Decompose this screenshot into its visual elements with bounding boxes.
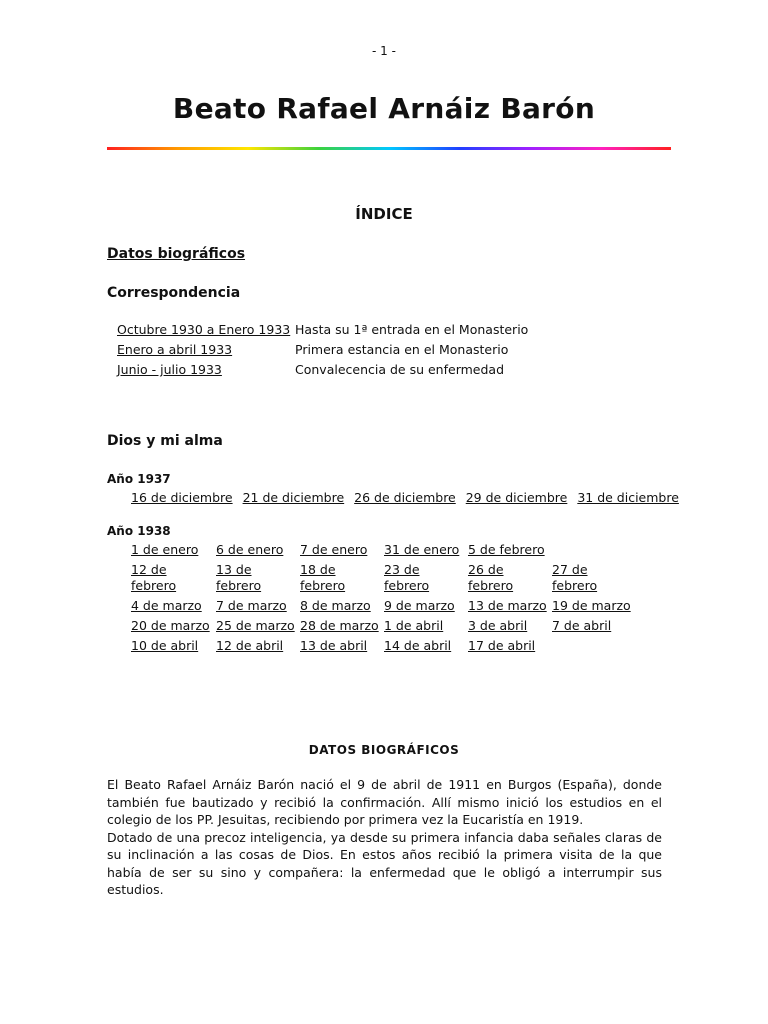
correspondence-row [117, 322, 528, 337]
date-link[interactable]: 13 de febrero [216, 562, 262, 593]
section-heading-correspondencia: Correspondencia [107, 285, 241, 301]
page-title: Beato Rafael Arnáiz Barón [172, 92, 596, 125]
date-link[interactable]: 4 de marzo [131, 598, 202, 613]
date-link[interactable]: 20 de marzo [131, 618, 210, 633]
date-link[interactable]: 27 de febrero [552, 562, 598, 593]
correspondence-link[interactable]: Junio - julio 1933 [117, 362, 222, 377]
index-heading: ÍNDICE [355, 205, 413, 223]
section-heading-dios-y-mi-alma: Dios y mi alma [107, 433, 223, 449]
correspondence-desc: Hasta su 1ª entrada en el Monasterio [295, 322, 529, 337]
correspondence-link-wrap [117, 362, 295, 377]
date-link[interactable]: 17 de abril [468, 638, 536, 653]
date-link[interactable]: 7 de enero [300, 542, 368, 557]
date-link[interactable]: 28 de marzo [300, 618, 379, 633]
correspondence-link-wrap [117, 342, 295, 357]
rainbow-divider [107, 147, 671, 150]
dates-1937 [131, 490, 685, 505]
biography-paragraph: Dotado de una precoz inteligencia, ya desde su primera infancia daba señales claras de su inclinación a las cosas de Dios. En estos años recibió la primera visita de la que había de ser su sino y compañera: la enfermedad que le obligó a interrumpir sus estudios. [107, 829, 662, 897]
date-link[interactable]: 25 de marzo [216, 618, 295, 633]
date-link[interactable]: 3 de abril [468, 618, 528, 633]
correspondence-link[interactable]: Enero a abril 1933 [117, 342, 233, 357]
date-link[interactable]: 7 de abril [552, 618, 612, 633]
correspondence-row [117, 362, 504, 377]
date-link[interactable]: 6 de enero [216, 542, 284, 557]
date-link[interactable]: 26 de diciembre [354, 490, 456, 505]
biography-paragraph: El Beato Rafael Arnáiz Barón nació el 9 de abril de 1911 en Burgos (España), donde también fue bautizado y recibió la confirmación. Allí mismo inició los estudios en el colegio de los PP. Jesuitas, recibiendo por primera vez la Eucaristía en 1919. [107, 777, 662, 827]
date-link[interactable]: 12 de febrero [131, 562, 177, 593]
correspondence-desc: Primera estancia en el Monasterio [295, 342, 509, 357]
date-link[interactable]: 31 de enero [384, 542, 460, 557]
biography-text [107, 776, 662, 899]
year-label-1937: Año 1937 [107, 472, 171, 486]
date-link[interactable]: 14 de abril [384, 638, 452, 653]
date-link[interactable]: 10 de abril [131, 638, 199, 653]
date-link[interactable]: 18 de febrero [300, 562, 346, 593]
date-link[interactable]: 7 de marzo [216, 598, 287, 613]
date-link[interactable]: 12 de abril [216, 638, 284, 653]
date-link[interactable]: 19 de marzo [552, 598, 631, 613]
date-link[interactable]: 23 de febrero [384, 562, 430, 593]
dates-1938-table [131, 540, 636, 656]
date-link[interactable]: 31 de diciembre [577, 490, 679, 505]
date-link[interactable]: 8 de marzo [300, 598, 371, 613]
section-link-datos-biograficos[interactable]: Datos biográficos [107, 246, 246, 262]
year-label-1938: Año 1938 [107, 524, 171, 538]
correspondence-desc: Convalecencia de su enfermedad [295, 362, 505, 377]
datos-biograficos-heading: DATOS BIOGRÁFICOS [308, 743, 460, 757]
date-link[interactable]: 5 de febrero [468, 542, 545, 557]
date-link[interactable]: 1 de abril [384, 618, 444, 633]
correspondence-row [117, 342, 508, 357]
date-link[interactable]: 29 de diciembre [465, 490, 568, 505]
date-link[interactable]: 9 de marzo [384, 598, 455, 613]
date-link[interactable]: 21 de diciembre [242, 490, 345, 505]
date-link[interactable]: 16 de diciembre [131, 490, 233, 505]
date-link[interactable]: 13 de abril [300, 638, 368, 653]
page-number: - 1 - [372, 44, 396, 58]
date-link[interactable]: 1 de enero [131, 542, 199, 557]
correspondence-link[interactable]: Octubre 1930 a Enero 1933 [117, 322, 291, 337]
date-link[interactable]: 13 de marzo [468, 598, 547, 613]
date-link[interactable]: 26 de febrero [468, 562, 514, 593]
